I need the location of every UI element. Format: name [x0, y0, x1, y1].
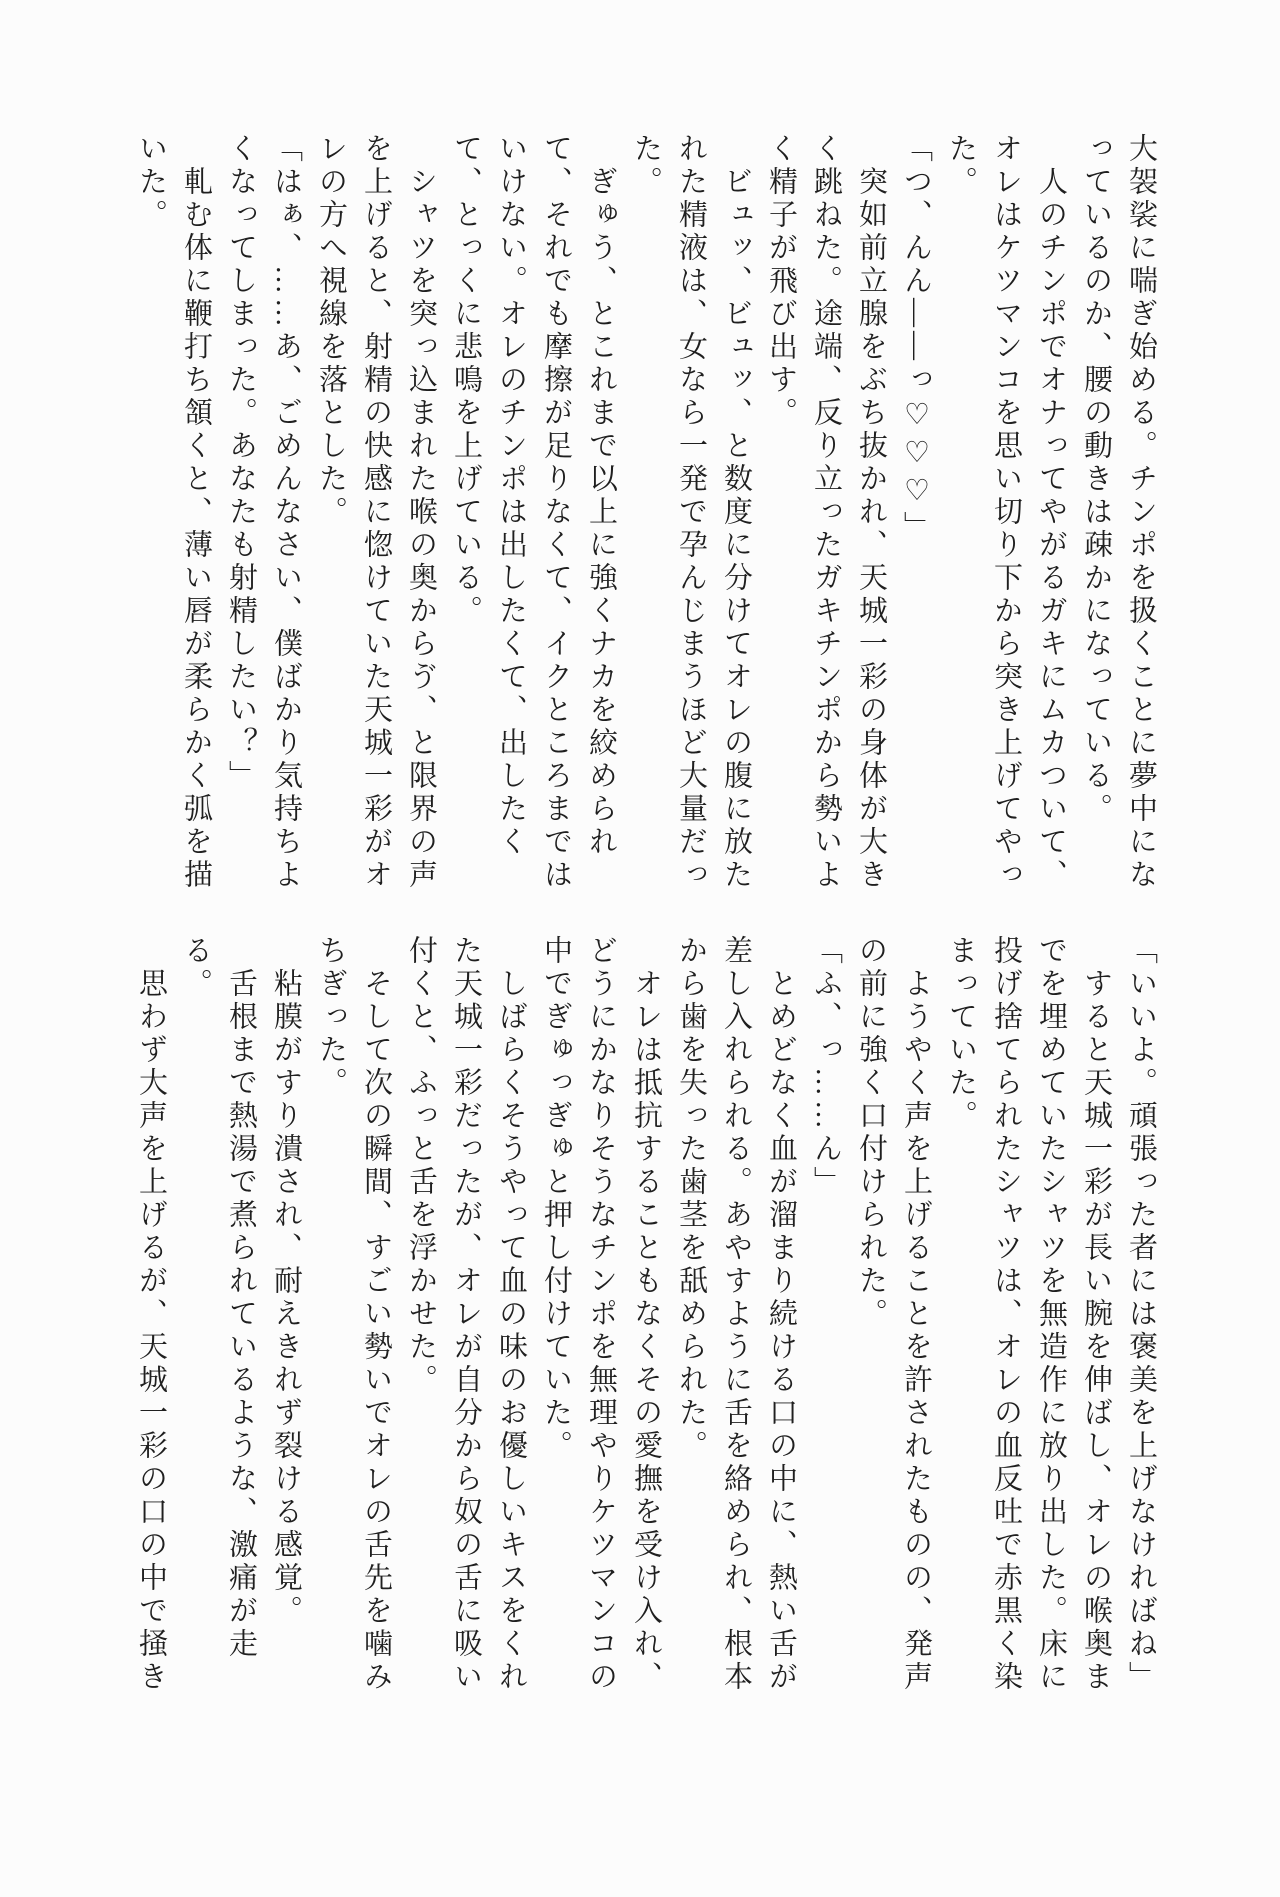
- paragraph: 人のチンポでオナってやがるガキにムカついて、オレはケツマンコを思い切り下から突き上げてやった。: [945, 133, 1067, 892]
- paragraph: シャツを突っ込まれた喉の奥からゔ、と限界の声を上げると、射精の快感に惚けていた天城一彩がオレの方へ視線を落とした。: [315, 133, 437, 892]
- paragraph: ようやく声を上げることを許されたものの、発声の前に強く口付けられた。: [855, 935, 932, 1694]
- paragraph: 「つ、んん――っ♡♡♡」: [900, 133, 932, 544]
- paragraph: 舌根まで熱湯で煮られているような、激痛が走る。: [180, 935, 257, 1661]
- paragraph: ビュッ、ビュッ、と数度に分けてオレの腹に放たれた精液は、女なら一発で孕んじまうほど大量だった。: [630, 133, 752, 892]
- paragraph: 「はぁ、……あ、ごめんなさい、僕ばかり気持ちよくなってしまった。あなたも射精したい？」: [225, 133, 302, 892]
- paragraph: とめどなく血が溜まり続ける口の中に、熱い舌が差し入れられる。あやすように舌を絡められ、根本から歯を失った歯茎を舐められた。: [675, 935, 797, 1694]
- paragraph: 粘膜がすり潰され、耐えきれず裂ける感覚。: [270, 968, 302, 1628]
- paragraph: 突如前立腺をぶち抜かれ、天城一彩の身体が大きく跳ねた。途端、反り立ったガキチンポから勢いよく精子が飛び出す。: [765, 133, 887, 892]
- paragraph: そして次の瞬間、すごい勢いでオレの舌先を噛みちぎった。: [315, 935, 392, 1694]
- paragraph: 「いいよ。頑張った者には褒美を上げなければね」: [1125, 935, 1157, 1694]
- paragraph: しばらくそうやって血の味のお優しいキスをくれた天城一彩だったが、オレが自分から奴の舌に吸い付くと、ふっと舌を浮かせた。: [405, 935, 527, 1694]
- paragraph: オレは抵抗することもなくその愛撫を受け入れ、どうにかなりそうなチンポを無理やりケツマンコの中でぎゅっぎゅと押し付けていた。: [540, 935, 662, 1694]
- upper-text-block: [128, 133, 1163, 895]
- paragraph: 大袈裟に喘ぎ始める。チンポを扱くことに夢中になっているのか、腰の動きは疎かになっている。: [1080, 133, 1157, 892]
- paragraph: すると天城一彩が長い腕を伸ばし、オレの喉奥までを埋めていたシャツを無造作に放り出した。床に投げ捨てられたシャツは、オレの血反吐で赤黒く染まっていた。: [945, 935, 1112, 1694]
- lower-text-block: [128, 935, 1163, 1697]
- paragraph: 軋む体に鞭打ち頷くと、薄い唇が柔らかく弧を描いた。: [135, 133, 212, 892]
- paragraph: 「ふ、っ……ん」: [810, 935, 842, 1199]
- paragraph: ぎゅう、とこれまで以上に強くナカを絞められて、それでも摩擦が足りなくて、イクところまではいけない。オレのチンポは出したくて、出したくて、とっくに悲鳴を上げている。: [450, 133, 617, 892]
- paragraph: 思わず大声を上げるが、天城一彩の口の中で掻き: [135, 968, 167, 1694]
